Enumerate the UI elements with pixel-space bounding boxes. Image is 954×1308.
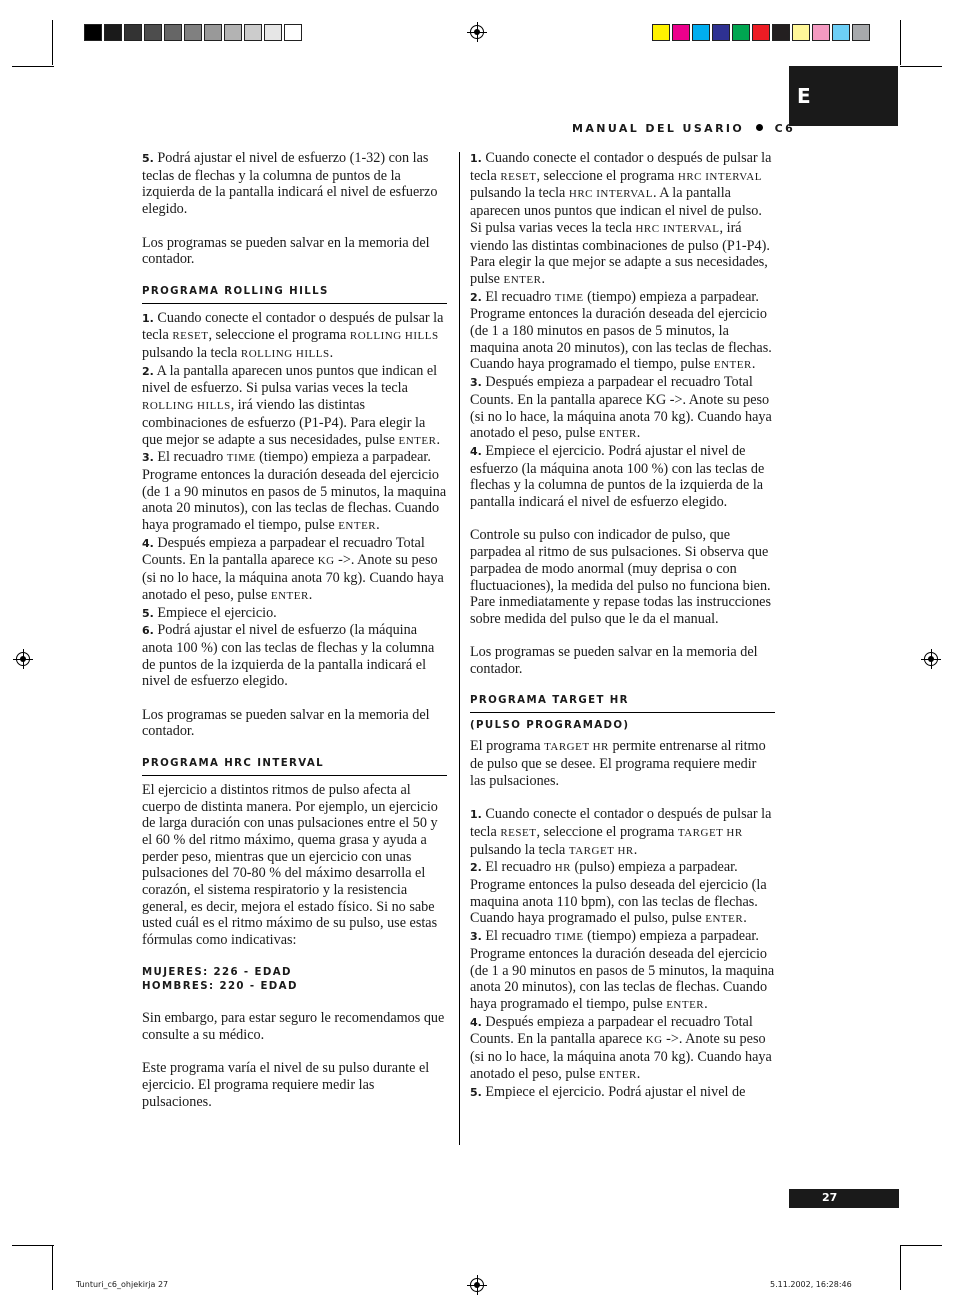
registration-mark-icon (16, 652, 30, 666)
list-item: 2. El recuadro TIME (tiempo) empieza a parpadear. Programe entonces la duración deseada del ejercicio (de 1 a 180 minutos en pasos de 5 minutos, la maquina anota 20 minutos), con las teclas de flechas. Cuando haya programado el tiempo, pulse ENTER. (470, 288, 772, 373)
section-heading: PROGRAMA HRC INTERVAL (142, 757, 447, 776)
list-item: 4. Después empieza a parpadear el recuadro Total Counts. En la pantalla aparece KG ->. Anote su peso (si no lo hace, la máquina anota 70 kg). Cuando haya anotado el peso, pulse ENTER. (470, 1013, 772, 1082)
color-swatch (692, 24, 710, 41)
crop-mark (900, 20, 901, 65)
page-number-tab (789, 1189, 899, 1208)
color-swatch (852, 24, 870, 41)
color-swatch (144, 24, 162, 41)
list-item: 1. Cuando conecte el contador o después de pulsar la tecla RESET, seleccione el programa TARGET HR pulsando la tecla TARGET HR. (470, 806, 772, 858)
color-swatch (652, 24, 670, 41)
list-item: 4. Empiece el ejercicio. Podrá ajustar el nivel de esfuerzo (la máquina anota 100 %) con las teclas de flechas y la columna de puntos de la izquierda de la pantalla indicará el nivel de esfuerzo elegido. (470, 442, 765, 511)
list-item: 1. Cuando conecte el contador o después de pulsar la tecla RESET, seleccione el programa ROLLING HILLS pulsando la tecla ROLLING HILLS. (142, 309, 444, 361)
crop-mark (52, 1245, 53, 1290)
language-tab (789, 66, 898, 126)
color-swatch (712, 24, 730, 41)
color-swatch (792, 24, 810, 41)
paragraph: Este programa varía el nivel de su pulso durante el ejercicio. El programa requiere medir las pulsaciones. (142, 1060, 430, 1110)
left-column (142, 150, 447, 1110)
color-swatch (184, 24, 202, 41)
color-swatch (244, 24, 262, 41)
process-color-bar (652, 24, 872, 41)
header-model: C6 (774, 122, 796, 135)
crop-mark (12, 66, 54, 67)
file-slug: Tunturi_c6_ohjekirja 27 (76, 1280, 169, 1289)
paragraph: Los programas se pueden salvar en la memoria del contador. (142, 234, 430, 268)
registration-mark-icon (924, 652, 938, 666)
date-slug: 5.11.2002, 16:28:46 (770, 1280, 852, 1289)
list-item: 5. Empiece el ejercicio. Podrá ajustar el nivel de (470, 1083, 746, 1100)
formula-women: MUJERES: 226 - EDAD (142, 966, 292, 978)
crop-mark (900, 66, 942, 67)
column-divider (459, 152, 460, 1145)
list-item: 1. Cuando conecte el contador o después de pulsar la tecla RESET, seleccione el programa HRC INTERVAL pulsando la tecla HRC INTERVAL. A la pantalla aparecen unos puntos que indican el nivel de pulso. Si pulsa varias veces la tecla HRC INTERVAL, irá viendo las distintas combinaciones de pulso (P1-P4). Para elegir la que mejor se adapte a sus necesidades, pulse ENTER. (470, 150, 772, 287)
header-title: MANUAL DEL USARIO (572, 122, 745, 135)
right-column (470, 150, 775, 1101)
color-swatch (772, 24, 790, 41)
list-item: 5. Podrá ajustar el nivel de esfuerzo (1-32) con las teclas de flechas y la columna de puntos de la izquierda de la pantalla indicará el nivel de esfuerzo elegido. (142, 150, 438, 218)
section-subheading: (PULSO PROGRAMADO) (470, 720, 630, 732)
registration-mark-icon (470, 25, 484, 39)
color-swatch (732, 24, 750, 41)
crop-mark (900, 1245, 942, 1246)
registration-mark-icon (470, 1278, 484, 1292)
color-swatch (124, 24, 142, 41)
color-swatch (164, 24, 182, 41)
color-swatch (284, 24, 302, 41)
color-swatch (224, 24, 242, 41)
color-swatch (204, 24, 222, 41)
list-item: 4. Después empieza a parpadear el recuadro Total Counts. En la pantalla aparece KG ->. Anote su peso (si no lo hace, la máquina anota 70 kg). Cuando haya anotado el peso, pulse ENTER. (142, 534, 444, 603)
crop-mark (52, 20, 53, 65)
formula-men: HOMBRES: 220 - EDAD (142, 980, 298, 992)
paragraph: El ejercicio a distintos ritmos de pulso afecta al cuerpo de distinta manera. Por ejemplo, un ejercicio de larga duración con unas pulsaciones entre el 50 y el 60 % del ritmo máximo, quema grasa y ayuda a perder peso, mientras que un ejercicio con unas pulsaciones del 70-80 % del máximo desarrolla el corazón, el sistema respiratorio y la resistencia general, es decir, mejora el estado físico. Si no sabe usted cuál es el ritmo máximo de su pulso, use estas fórmulas como indicativas: (142, 781, 438, 949)
section-heading: PROGRAMA TARGET HR (470, 694, 775, 713)
color-swatch (264, 24, 282, 41)
crop-mark (12, 1245, 54, 1246)
list-item: 3. El recuadro TIME (tiempo) empieza a parpadear. Programe entonces la duración deseada del ejercicio (de 1 a 90 minutos en pasos de 5 minutos, la maquina anota 20 minutos), con las teclas de flechas. Cuando haya programado el tiempo, pulse ENTER. (142, 449, 447, 534)
color-swatch (104, 24, 122, 41)
list-item: 6. Podrá ajustar el nivel de esfuerzo (la máquina anota 100 %) con las teclas de flechas y la columna de puntos de la izquierda de la pantalla indicará el nivel de esfuerzo elegido. (142, 622, 435, 690)
list-item: 2. El recuadro HR (pulso) empieza a parpadear. Programe entonces la pulso deseada del ejercicio (la maquina anota 110 bpm), con las teclas de flechas. Cuando haya programado el pulso, pulse ENTER. (470, 859, 767, 927)
page-number: 27 (822, 1191, 838, 1204)
paragraph: El programa TARGET HR permite entrenarse al ritmo de pulso que se desee. El programa requiere medir las pulsaciones. (470, 738, 766, 789)
color-swatch (832, 24, 850, 41)
list-item: 5. Empiece el ejercicio. (142, 604, 277, 621)
crop-mark (900, 1245, 901, 1290)
language-tab-letter: E (797, 84, 811, 108)
color-swatch (672, 24, 690, 41)
paragraph: Sin embargo, para estar seguro le recomendamos que consulte a su médico. (142, 1010, 445, 1043)
color-swatch (812, 24, 830, 41)
gray-color-bar (84, 24, 304, 41)
bullet-icon (756, 124, 763, 131)
list-item: 3. Después empieza a parpadear el recuadro Total Counts. En la pantalla aparece KG ->. Anote su peso (si no lo hace, la máquina anota 70 kg). Cuando haya anotado el peso, pulse ENTER. (470, 374, 772, 442)
section-heading: PROGRAMA ROLLING HILLS (142, 285, 447, 304)
list-item: 2. A la pantalla aparecen unos puntos que indican el nivel de esfuerzo. Si pulsa varias veces la tecla ROLLING HILLS, irá viendo las distintas combinaciones de esfuerzo (P1-P4). Para elegir la que mejor se adapte a sus necesidades, pulse ENTER. (142, 362, 440, 448)
paragraph: Los programas se pueden salvar en la memoria del contador. (470, 644, 758, 678)
paragraph: Controle su pulso con indicador de pulso, que parpadea al ritmo de sus pulsaciones. Si observa que parpadea de modo anormal (muy deprisa o con fluctuaciones), la medida del pulso no funciona bien. Pare inmediatamente y repase todas las instrucciones sobre medida del pulso que le da el manual. (470, 527, 771, 627)
paragraph: Los programas se pueden salvar en la memoria del contador. (142, 706, 430, 740)
color-swatch (84, 24, 102, 41)
list-item: 3. El recuadro TIME (tiempo) empieza a parpadear. Programe entonces la duración deseada del ejercicio (de 1 a 90 minutos en pasos de 5 minutos, la maquina anota 20 minutos), con las teclas de flechas. Cuando haya programado el tiempo, pulse ENTER. (470, 928, 775, 1012)
running-header (572, 122, 795, 135)
color-swatch (752, 24, 770, 41)
